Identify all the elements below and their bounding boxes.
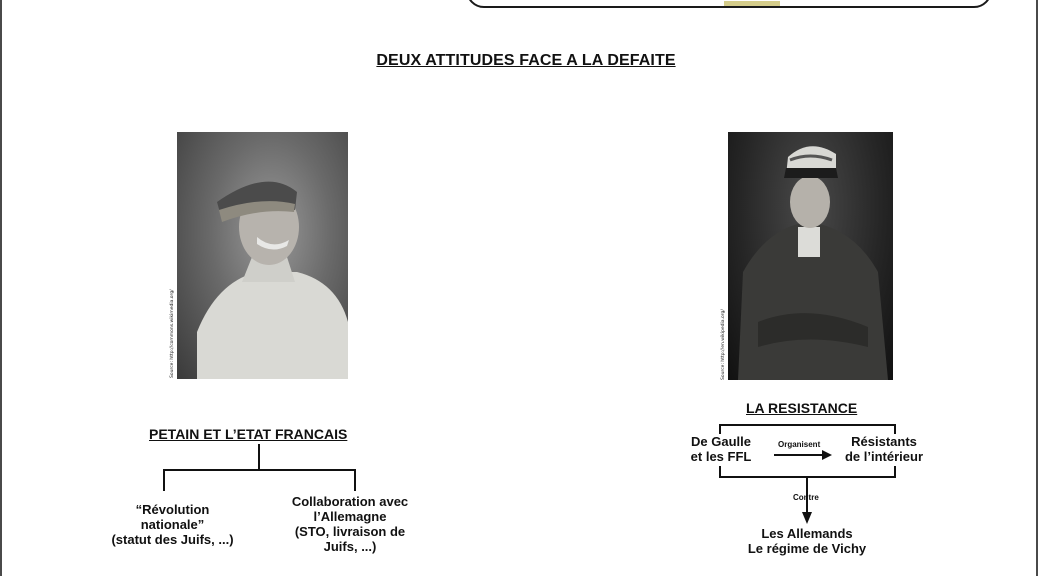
node-text-line: Le régime de Vichy (747, 541, 867, 556)
node-text-line: l’Allemagne (313, 509, 387, 524)
node-text-line: (statut des Juifs, ...) (111, 532, 234, 547)
heading-resistance: LA RESISTANCE (746, 400, 858, 416)
arrow-organisent-head (822, 450, 832, 460)
heading-petain: PETAIN ET L’ETAT FRANCAIS (149, 426, 348, 442)
photo-credit-left: Source: http://commons.wikimedia.org/ (170, 289, 175, 378)
node-text-line: Les Allemands (761, 526, 853, 541)
node-text-line: Collaboration avec (291, 494, 409, 509)
node-text-line: Juifs, ...) (323, 539, 377, 554)
node-text-line: de l’intérieur (844, 449, 924, 464)
node-text-line: et les FFL (690, 449, 752, 464)
node-allemands-vichy (727, 526, 887, 556)
label-organisent: Organisent (778, 440, 821, 449)
arrow-contre-head (802, 512, 812, 524)
node-text-line: “Révolution (135, 502, 210, 517)
photo-credit-right: Source: http://en.wikipedia.org/ (721, 309, 726, 380)
page-title: DEUX ATTITUDES FACE A LA DEFAITE (376, 52, 676, 69)
node-text-line: nationale” (140, 517, 205, 532)
label-contre: Contre (793, 493, 819, 502)
node-text-line: De Gaulle (691, 434, 751, 449)
node-text-line: Résistants (851, 434, 917, 449)
node-text-line: (STO, livraison de (294, 524, 406, 539)
